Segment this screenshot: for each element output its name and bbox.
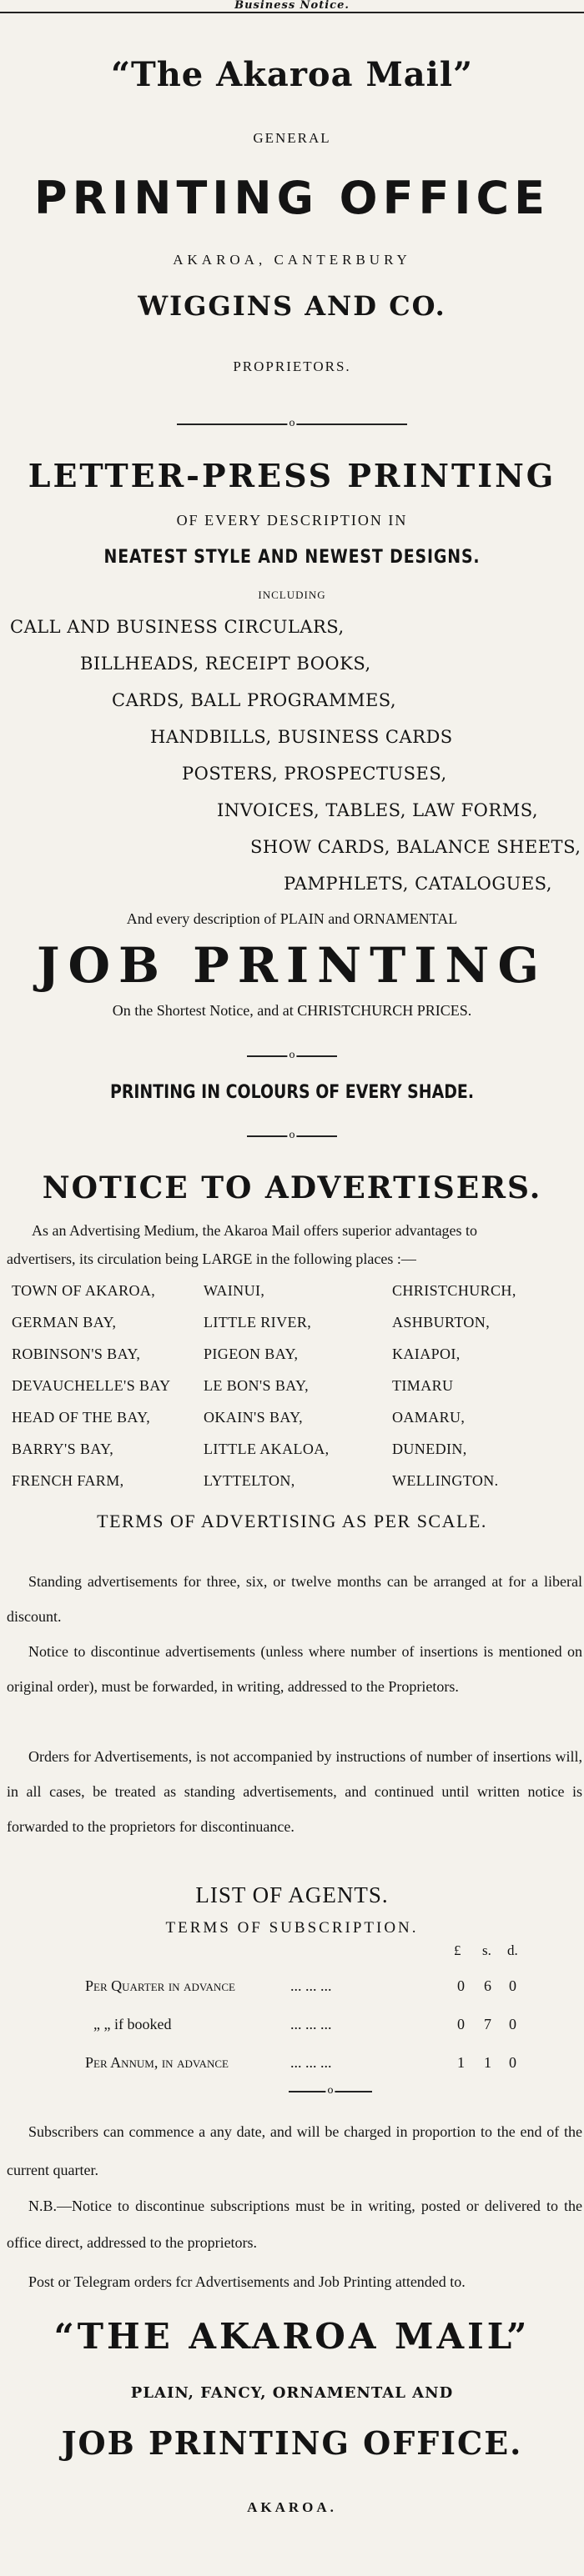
place-name: WELLINGTON. bbox=[392, 1472, 499, 1489]
subscription-dots: ... ... ... bbox=[290, 2054, 332, 2071]
footer-title: “THE AKAROA MAIL” bbox=[53, 2316, 531, 2357]
agents-para-3: Post or Telegram orders fcr Advertisements and Job Printing attended to. bbox=[28, 2273, 466, 2290]
advertisers-intro-1: As an Advertising Medium, the Akaroa Mail offers superior advantages to bbox=[32, 1222, 478, 1239]
location-line: AKAROA, CANTERBURY bbox=[173, 252, 411, 268]
firm-name: WIGGINS AND CO. bbox=[138, 290, 446, 322]
place-name: LYTTELTON, bbox=[204, 1472, 295, 1489]
job-printing-heading: JOB PRINTING bbox=[37, 937, 547, 994]
currency-shilling: s. bbox=[482, 1942, 491, 1958]
divider-1 bbox=[177, 423, 407, 425]
divider-2 bbox=[247, 1055, 337, 1057]
place-name: TIMARU bbox=[392, 1377, 454, 1394]
advertisers-para-1: Standing advertisements for three, six, or twelve months can be arranged at for a liberal discount. bbox=[7, 1573, 582, 1625]
subscription-pounds: 0 bbox=[457, 1977, 465, 1994]
place-name: CHRISTCHURCH, bbox=[392, 1282, 516, 1299]
subscription-pounds: 1 bbox=[457, 2054, 465, 2071]
service-item: BILLHEADS, RECEIPT BOOKS, bbox=[80, 654, 371, 674]
including-label: INCLUDING bbox=[258, 589, 326, 601]
service-item: POSTERS, PROSPECTUSES, bbox=[182, 764, 447, 784]
place-name: ROBINSON'S BAY, bbox=[12, 1346, 141, 1362]
subscription-pounds: 0 bbox=[457, 2016, 465, 2032]
advertisers-para-2: Notice to discontinue advertisements (unless where number of insertions is mentioned on original order), must be forwarded, in writing, addressed to the Proprietors. bbox=[7, 1643, 582, 1695]
shortest-notice-line: On the Shortest Notice, and at CHRISTCHURCH PRICES. bbox=[112, 1002, 472, 1019]
printing-office-heading: PRINTING OFFICE bbox=[34, 172, 550, 224]
subscription-pence: 0 bbox=[509, 2054, 516, 2071]
place-name: LITTLE AKALOA, bbox=[204, 1441, 330, 1457]
place-name: FRENCH FARM, bbox=[12, 1472, 124, 1489]
masthead-title: “The Akaroa Mail” bbox=[110, 55, 474, 94]
currency-pence: d. bbox=[507, 1942, 518, 1958]
subscription-label: Per Quarter in advance bbox=[85, 1977, 235, 1994]
neatest-line: NEATEST STYLE AND NEWEST DESIGNS. bbox=[103, 547, 481, 568]
general-label: GENERAL bbox=[253, 130, 331, 146]
of-every-line: OF EVERY DESCRIPTION IN bbox=[176, 512, 408, 529]
place-name: GERMAN BAY, bbox=[12, 1314, 117, 1331]
terms-line: TERMS OF ADVERTISING AS PER SCALE. bbox=[97, 1511, 487, 1531]
subscription-heading: TERMS OF SUBSCRIPTION. bbox=[165, 1919, 419, 1937]
agents-para-1: Subscribers can commence a any date, and will be charged in proportion to the end of the current quarter. bbox=[7, 2123, 582, 2178]
advertisers-heading: NOTICE TO ADVERTISERS. bbox=[42, 1170, 542, 1205]
place-name: HEAD OF THE BAY, bbox=[12, 1409, 151, 1426]
place-name: DUNEDIN, bbox=[392, 1441, 467, 1457]
proprietors-label: PROPRIETORS. bbox=[233, 358, 351, 374]
subscription-dots: ... ... ... bbox=[290, 2016, 332, 2032]
place-name: OAMARU, bbox=[392, 1409, 466, 1426]
plain-fancy-line: PLAIN, FANCY, ORNAMENTAL AND bbox=[130, 2384, 454, 2402]
place-name: ASHBURTON, bbox=[392, 1314, 491, 1331]
agents-heading: LIST OF AGENTS. bbox=[195, 1882, 389, 1907]
subscription-dots: ... ... ... bbox=[290, 1977, 332, 1994]
service-item: CALL AND BUSINESS CIRCULARS, bbox=[10, 617, 345, 637]
place-name: PIGEON BAY, bbox=[204, 1346, 299, 1362]
service-item: HANDBILLS, BUSINESS CARDS bbox=[150, 727, 453, 747]
advertisers-intro-2: advertisers, its circulation being LARGE in the following places :— bbox=[7, 1250, 416, 1267]
place-name: TOWN OF AKAROA, bbox=[12, 1282, 156, 1299]
divider-4 bbox=[289, 2091, 372, 2092]
place-name: OKAIN'S BAY, bbox=[204, 1409, 304, 1426]
section-label: Business Notice. bbox=[234, 0, 350, 12]
subscription-shillings: 6 bbox=[484, 1977, 491, 1994]
place-name: LITTLE RIVER, bbox=[204, 1314, 312, 1331]
every-description-line: And every description of PLAIN and ORNAMENTAL bbox=[126, 910, 458, 927]
service-item: INVOICES, TABLES, LAW FORMS, bbox=[217, 800, 539, 820]
subscription-shillings: 7 bbox=[484, 2016, 491, 2032]
colours-line: PRINTING IN COLOURS OF EVERY SHADE. bbox=[109, 1082, 475, 1103]
subscription-label: Per Annum, in advance bbox=[85, 2054, 229, 2071]
service-item: SHOW CARDS, BALANCE SHEETS, bbox=[250, 837, 581, 857]
letterpress-heading: LETTER-PRESS PRINTING bbox=[28, 457, 556, 494]
place-name: WAINUI, bbox=[204, 1282, 265, 1299]
subscription-shillings: 1 bbox=[484, 2054, 491, 2071]
place-name: DEVAUCHELLE'S BAY bbox=[12, 1377, 171, 1394]
place-name: LE BON'S BAY, bbox=[204, 1377, 309, 1394]
service-item: PAMPHLETS, CATALOGUES, bbox=[284, 874, 552, 894]
service-item: CARDS, BALL PROGRAMMES, bbox=[112, 690, 397, 710]
job-office-heading: JOB PRINTING OFFICE. bbox=[61, 2424, 523, 2462]
akaroa-footer: AKAROA. bbox=[247, 2499, 337, 2515]
top-rule bbox=[0, 12, 584, 13]
advertisers-para-3: Orders for Advertisements, is not accompanied by instructions of number of insertions will, in all cases, be treated as standing advertisements, and continued until written notice is forwarded to the proprietors for discontinuance. bbox=[7, 1748, 582, 1835]
subscription-pence: 0 bbox=[509, 2016, 516, 2032]
subscription-label: „ „ if booked bbox=[93, 2016, 172, 2032]
place-name: BARRY'S BAY, bbox=[12, 1441, 114, 1457]
agents-para-2: N.B.—Notice to discontinue subscriptions must be in writing, posted or delivered to the office direct, addressed to the proprietors. bbox=[7, 2198, 582, 2251]
divider-3 bbox=[247, 1135, 337, 1137]
currency-pound: £ bbox=[454, 1942, 461, 1958]
subscription-pence: 0 bbox=[509, 1977, 516, 1994]
place-name: KAIAPOI, bbox=[392, 1346, 461, 1362]
